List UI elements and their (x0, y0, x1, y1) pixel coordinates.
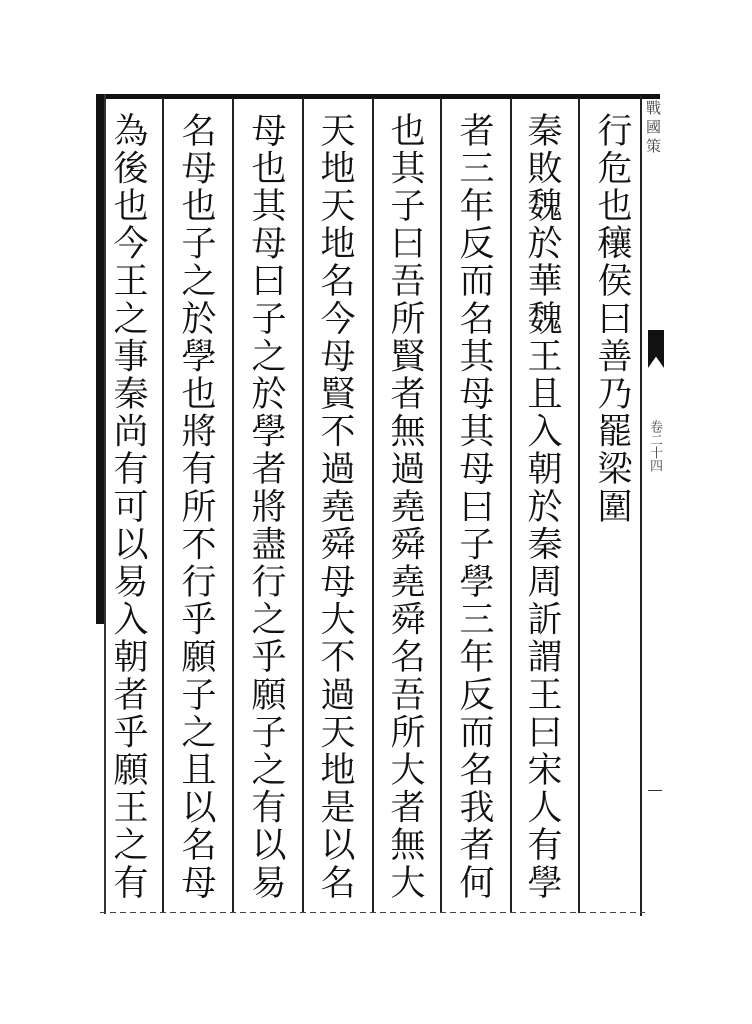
page-gutter (645, 94, 665, 914)
column-rule (440, 98, 442, 913)
column-rule (372, 98, 374, 913)
frame-right-border (640, 96, 642, 916)
text-column-5: 天地天地名今母賢不過堯舜母大不過天地是以名 (315, 112, 355, 902)
gutter-juan-number: 卷二十四 (647, 420, 662, 472)
text-column-8: 為後也今王之事秦尚有可以易入朝者乎願王之有 (108, 112, 148, 902)
frame-left-border (96, 94, 104, 624)
column-rule (162, 98, 164, 913)
text-column-2: 秦敗魏於華魏王且入朝於秦周訢謂王曰宋人有學 (522, 112, 562, 902)
column-rule (578, 98, 580, 913)
column-rule (232, 98, 234, 913)
gutter-book-title: 戰國策 (644, 100, 662, 157)
column-rule (302, 98, 304, 913)
gutter-tick (648, 790, 662, 791)
text-column-7: 名母也子之於學也將有所不行乎願子之且以名母 (176, 112, 216, 902)
column-rule (510, 98, 512, 913)
frame-top-border (98, 94, 660, 99)
text-column-1: 行危也穰侯曰善乃罷梁圍 (592, 112, 632, 526)
bottom-border (100, 912, 645, 913)
text-column-4: 也其子曰吾所賢者無過堯舜堯舜名吾所大者無大 (385, 112, 425, 902)
text-column-3: 者三年反而名其母其母曰子學三年反而名我者何 (454, 112, 494, 902)
frame-left-inner-border (104, 94, 106, 914)
text-column-6: 母也其母曰子之於學者將盡行之乎願子之有以易 (246, 112, 286, 902)
